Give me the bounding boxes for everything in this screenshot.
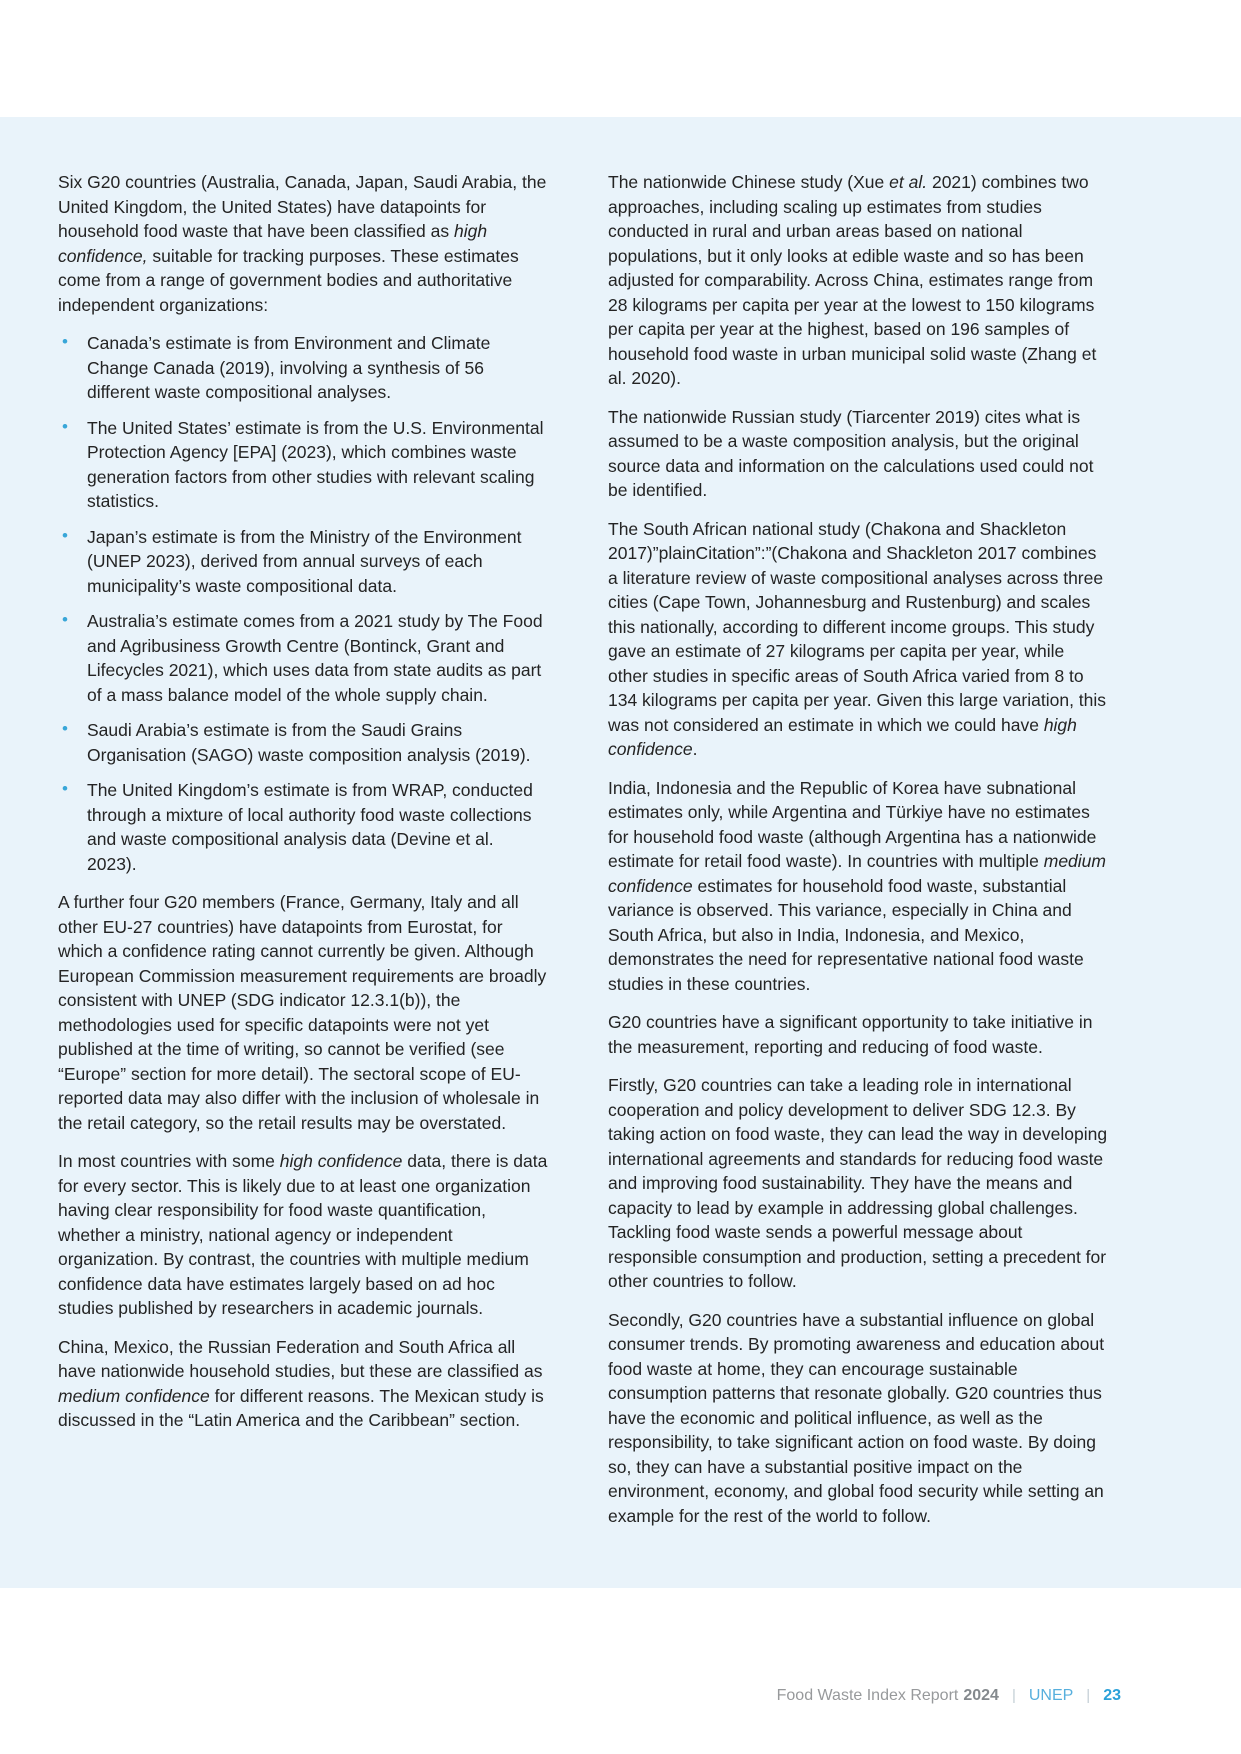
- text-run: suitable for tracking purposes. These estimates come from a range of government bodies and authoritative independent organizations:: [58, 245, 519, 315]
- text-run: .: [692, 739, 698, 759]
- text-run: The nationwide Chinese study (Xue: [608, 172, 890, 192]
- text-column-left: [58, 170, 548, 1447]
- text-run: Firstly, G20 countries can take a leading role in international cooperation and policy development to deliver SDG 12.3. By taking action on food waste, they can lead the way in developing international agreements and standards for reducing food waste and improving food sustainability. They have the means and capacity to lead by example in addressing global challenges. Tackling food waste sends a powerful message about responsible consumption and production, setting a precedent for other countries to follow.: [608, 1075, 1108, 1291]
- text-run: China, Mexico, the Russian Federation and South Africa all have nationwide household studies, but these are classified as: [58, 1336, 543, 1381]
- footer-separator: |: [1011, 1687, 1016, 1704]
- paragraph: [608, 170, 1108, 391]
- text-run: data, there is data for every sector. This is likely due to at least one organization having clear responsibility for food waste quantification, whether a ministry, national agency or independent organization. By contrast, the countries with multiple medium confidence data have estimates largely based on ad hoc studies published by researchers in academic journals.: [58, 1151, 548, 1318]
- paragraph: [608, 517, 1108, 762]
- page-number: 23: [1103, 1687, 1121, 1704]
- text-run: The United States’ estimate is from the U.S. Environmental Protection Agency [EPA] (2023), which combines waste generation factors from other studies with relevant scaling statistics.: [87, 417, 544, 511]
- content-panel: [0, 117, 1241, 1588]
- bullet-item: [87, 778, 548, 876]
- bullet-item: [87, 718, 548, 767]
- bullet-item: [87, 331, 548, 405]
- page-footer: [777, 1686, 1121, 1706]
- italic-text-run: high confidence: [608, 714, 1077, 759]
- italic-text-run: high confidence,: [58, 221, 488, 266]
- italic-text-run: medium confidence: [608, 851, 1106, 896]
- text-run: A further four G20 members (France, Germany, Italy and all other EU-27 countries) have datapoints from Eurostat, for which a confidence rating cannot currently be given. Although European Commission measurement requirements are broadly consistent with UNEP (SDG indicator 12.3.1(b)), the methodologies used for specific datapoints were not yet published at the time of writing, so cannot be verified (see “Europe” section for more detail). The sectoral scope of EU-reported data may also differ with the inclusion of wholesale in the retail category, so the retail results may be overstated.: [58, 892, 547, 1133]
- text-run: The United Kingdom’s estimate is from WRAP, conducted through a mixture of local authority food waste collections and waste compositional analysis data (Devine et al. 2023).: [87, 780, 533, 874]
- text-run: The South African national study (Chakona and Shackleton 2017)”plainCitation”:”(Chakona and Shackleton 2017 combines a literature review of waste compositional analyses across three cities (Cape Town, Johannesburg and Rustenburg) and scales this nationally, according to different income groups. This study gave an estimate of 27 kilograms per capita per year, while other studies in specific areas of South Africa varied from 8 to 134 kilograms per capita per year. Given this large variation, this was not considered an estimate in which we could have: [608, 518, 1107, 735]
- bullet-item: [87, 525, 548, 599]
- text-run: for different reasons. The Mexican study is discussed in the “Latin America and the Caribbean” section.: [58, 1385, 544, 1430]
- paragraph: [608, 1010, 1108, 1059]
- paragraph: [608, 1308, 1108, 1529]
- text-run: Secondly, G20 countries have a substantial influence on global consumer trends. By promoting awareness and education about food waste at home, they can encourage sustainable consumption patterns that resonate globally. G20 countries thus have the economic and political influence, as well as the responsibility, to take significant action on food waste. By doing so, they can have a substantial positive impact on the environment, economy, and global food security while setting an example for the rest of the world to follow.: [608, 1309, 1105, 1526]
- text-column-right: [608, 170, 1108, 1542]
- report-title: Food Waste Index Report: [776, 1687, 959, 1704]
- paragraph: [608, 405, 1108, 503]
- text-run: The nationwide Russian study (Tiarcenter 2019) cites what is assumed to be a waste composition analysis, but the original source data and information on the calculations used could not be identified.: [608, 406, 1094, 500]
- text-run: Japan’s estimate is from the Ministry of the Environment (UNEP 2023), derived from annual surveys of each municipality’s waste compositional data.: [87, 526, 522, 596]
- report-year: 2024: [963, 1687, 999, 1704]
- bullet-item: [87, 416, 548, 514]
- paragraph: [58, 1335, 548, 1433]
- paragraph: [58, 1149, 548, 1321]
- italic-text-run: high confidence: [279, 1151, 403, 1171]
- text-run: G20 countries have a significant opportunity to take initiative in the measurement, reporting and reducing of food waste.: [608, 1012, 1093, 1057]
- text-run: 2021) combines two approaches, including scaling up estimates from studies conducted in rural and urban areas based on national populations, but it only looks at edible waste and so has been adjusted for comparability. Across China, estimates range from 28 kilograms per capita per year at the lowest to 150 kilograms per capita per year at the highest, based on 196 samples of household food waste in urban municipal solid waste (Zhang et al. 2020).: [608, 172, 1097, 388]
- paragraph: [608, 1073, 1108, 1294]
- italic-text-run: et al.: [889, 172, 928, 192]
- paragraph: [608, 776, 1108, 997]
- bullet-item: [87, 609, 548, 707]
- text-run: estimates for household food waste, substantial variance is observed. This variance, especially in China and South Africa, but also in India, Indonesia, and Mexico, demonstrates the need for representative national food waste studies in these countries.: [608, 875, 1084, 994]
- text-run: In most countries with some: [58, 1151, 280, 1171]
- text-run: Australia’s estimate comes from a 2021 study by The Food and Agribusiness Growth Centre (Bontinck, Grant and Lifecycles 2021), which uses data from state audits as part of a mass balance model of the whole supply chain.: [87, 611, 543, 705]
- org-name: UNEP: [1028, 1687, 1074, 1704]
- paragraph: [58, 170, 548, 317]
- text-run: India, Indonesia and the Republic of Korea have subnational estimates only, while Argentina and Türkiye have no estimates for household food waste (although Argentina has a nationwide estimate for retail food waste). In countries with multiple: [608, 777, 1097, 871]
- text-run: Saudi Arabia’s estimate is from the Saudi Grains Organisation (SAGO) waste composition analysis (2019).: [87, 720, 531, 765]
- bullet-list: [58, 331, 548, 876]
- paragraph: [58, 890, 548, 1135]
- italic-text-run: medium confidence: [58, 1385, 210, 1406]
- text-run: Six G20 countries (Australia, Canada, Japan, Saudi Arabia, the United Kingdom, the United States) have datapoints for household food waste that have been classified as: [58, 172, 547, 241]
- text-run: Canada’s estimate is from Environment and Climate Change Canada (2019), involving a synthesis of 56 different waste compositional analyses.: [87, 333, 491, 402]
- footer-separator: |: [1086, 1687, 1091, 1704]
